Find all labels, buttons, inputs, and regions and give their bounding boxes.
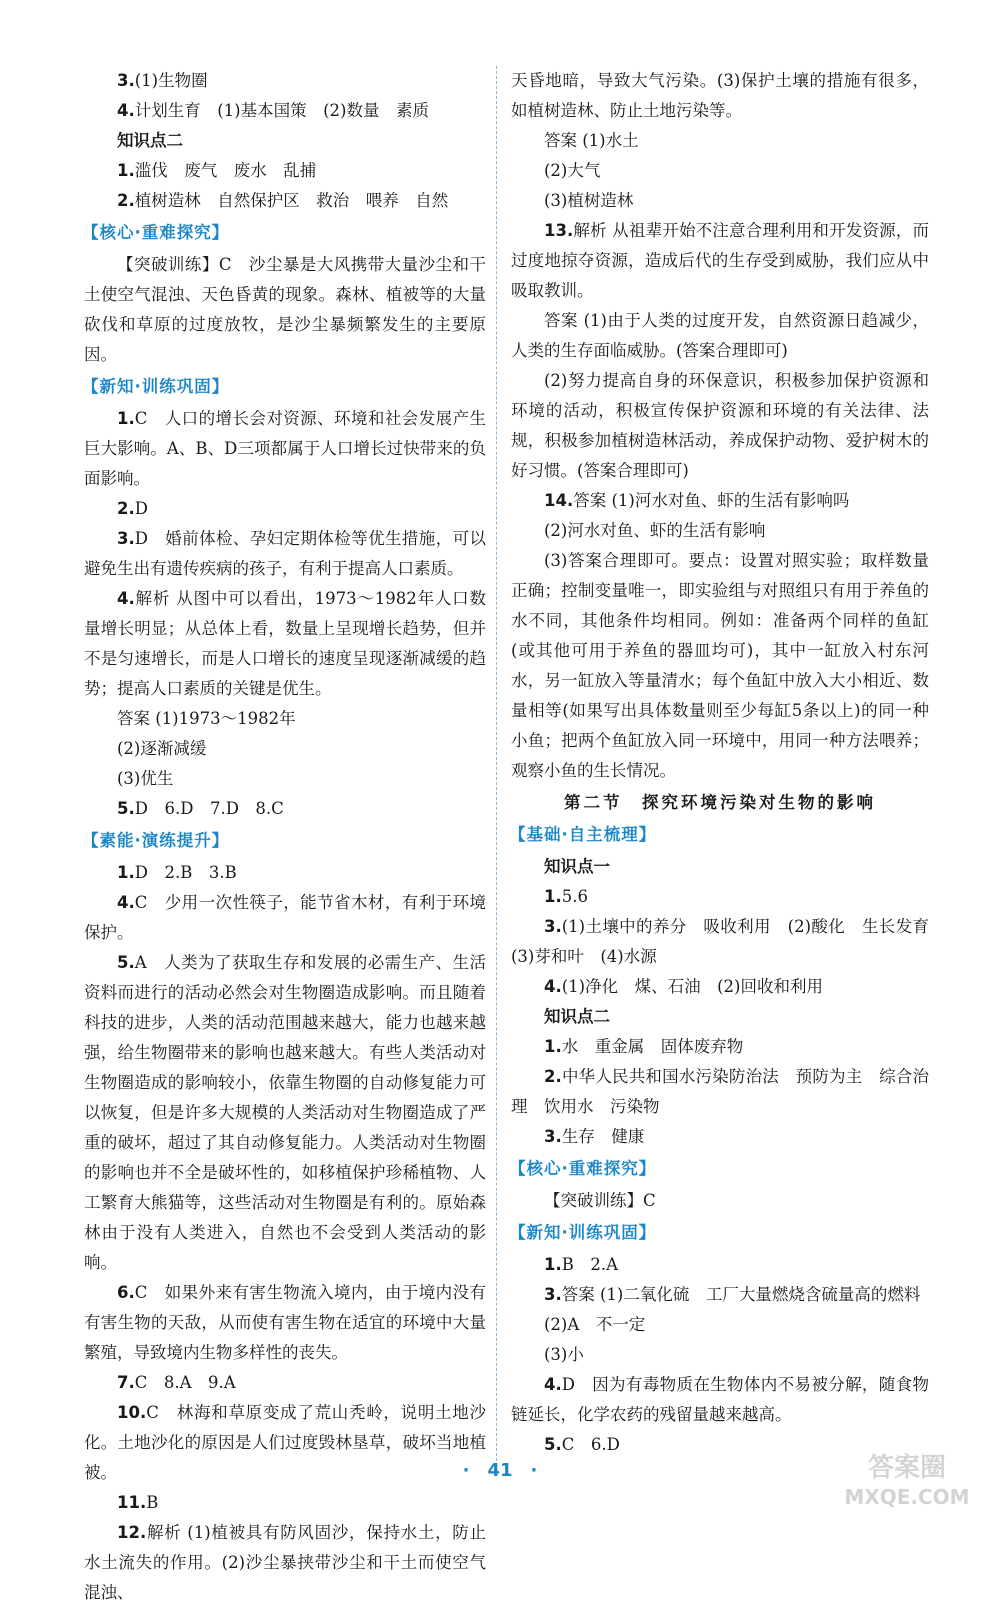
item-number: 2. <box>544 1067 562 1086</box>
answer-item <box>511 1280 929 1310</box>
answer-item <box>511 882 929 912</box>
answer-item <box>84 66 486 96</box>
item-text: 解析 从祖辈开始不注意合理利用和开发资源，而过度地掠夺资源，造成后代的生存受到威胁，我们应从中吸取教训。 <box>511 221 929 300</box>
item-number: 1. <box>544 1037 562 1056</box>
item-number: 10. <box>117 1403 147 1422</box>
item-text: 答案 (1)河水对鱼、虾的生活有影响吗 <box>573 491 850 510</box>
answer-item <box>84 156 486 186</box>
item-number: 3. <box>544 1285 562 1304</box>
item-number: 1. <box>544 887 562 906</box>
item-number: 4. <box>117 893 135 912</box>
answer-item <box>84 858 486 888</box>
answer-item <box>511 156 929 186</box>
answer-item <box>84 186 486 216</box>
answer-item <box>511 216 929 306</box>
item-number: 3. <box>117 71 135 90</box>
item-text: (3)植树造林 <box>544 191 634 210</box>
item-text: 答案 (1)二氧化硫 工厂大量燃烧含硫量高的燃料 <box>561 1285 921 1304</box>
item-text: C 少用一次性筷子，能节省木材，有利于环境保护。 <box>84 893 486 942</box>
item-text: 解析 (1)植被具有防风固沙，保持水土，防止水土流失的作用。(2)沙尘暴挟带沙尘和干土而使空气混浊、 <box>84 1523 486 1602</box>
item-number: 13. <box>544 221 574 240</box>
knowledge-point-title: 知识点二 <box>544 1007 610 1026</box>
right-column <box>509 66 946 1460</box>
left-column <box>84 66 486 1608</box>
item-text: 答案 (1)水土 <box>544 131 639 150</box>
item-text: B 2.A <box>561 1255 619 1274</box>
item-text: (2)河水对鱼、虾的生活有影响 <box>544 521 766 540</box>
answer-item <box>84 794 486 824</box>
answer-item <box>84 1518 486 1608</box>
answer-item <box>84 494 486 524</box>
item-text: D 6.D 7.D 8.C <box>134 799 284 818</box>
answer-item <box>84 404 486 494</box>
item-text: (2)大气 <box>544 161 601 180</box>
item-number: 4. <box>117 589 135 608</box>
answer-item <box>84 764 486 794</box>
answer-item <box>84 704 486 734</box>
column-divider <box>496 66 497 1466</box>
item-number: 4. <box>544 977 562 996</box>
answer-item <box>84 1368 486 1398</box>
item-text: A 人类为了获取生存和发展的必需生产、生活资料而进行的活动必然会对生物圈造成影响。而且随着科技的进步，人类的活动范围越来越大，能力也越来越强，给生物圈带来的影响也越来越大。有些人类活动对生物圈造成的影响较小，依靠生物圈的自动修复能力可以恢复，但是许多大规模的人类活动对生物圈造成了严重的破坏，超过了其自动修复能力。人类活动对生物圈的影响也并不全是破坏性的，如移植保护珍稀植物、人工繁育大熊猫等，这些活动对生物圈是有利的。原始森林由于没有人类进入，自然也不会受到人类活动的影响。 <box>84 953 486 1272</box>
answer-item <box>84 1488 486 1518</box>
item-text: 中华人民共和国水污染防治法 预防为主 综合治理 饮用水 污染物 <box>511 1067 929 1116</box>
answer-item <box>84 948 486 1278</box>
section-heading: 【基础·自主梳理】 <box>509 825 657 844</box>
item-number: 1. <box>117 409 135 428</box>
answer-item <box>511 1340 929 1370</box>
answer-item <box>84 734 486 764</box>
item-text: (1)生物圈 <box>134 71 208 90</box>
answer-continuation: 天昏地暗，导致大气污染。(3)保护土壤的措施有很多，如植树造林、防止土地污染等。 <box>511 71 929 120</box>
item-text: (3)小 <box>544 1345 584 1364</box>
section-heading: 【素能·演练提升】 <box>82 831 230 850</box>
item-text: D <box>134 499 148 518</box>
item-number: 3. <box>117 529 135 548</box>
answer-item <box>84 524 486 584</box>
item-number: 11. <box>117 1493 147 1512</box>
item-number: 6. <box>117 1283 135 1302</box>
item-text: D 因为有毒物质在生物体内不易被分解，随食物链延长，化学农药的残留量越来越高。 <box>511 1375 929 1424</box>
answer-item <box>511 1370 929 1430</box>
item-number: 12. <box>117 1523 147 1542</box>
answer-item <box>84 96 486 126</box>
answer-item <box>511 912 946 972</box>
item-text: 【突破训练】C 沙尘暴是大风携带大量沙尘和干土使空气混浊、天色昏黄的现象。森林、植被等的大量砍伐和草原的过度放牧，是沙尘暴频繁发生的主要原因。 <box>84 255 486 364</box>
item-number: 5. <box>117 953 135 972</box>
answer-item <box>511 1122 929 1152</box>
section-heading: 【核心·重难探究】 <box>82 223 230 242</box>
section-heading: 【核心·重难探究】 <box>509 1159 657 1178</box>
answer-item <box>511 1186 929 1216</box>
item-number: 5. <box>117 799 135 818</box>
answer-item <box>84 888 486 948</box>
item-number: 1. <box>117 863 135 882</box>
section-heading: 【新知·训练巩固】 <box>509 1223 657 1242</box>
item-text: C 8.A 9.A <box>134 1373 236 1392</box>
item-text: 植树造林 自然保护区 救治 喂养 自然 <box>134 191 449 210</box>
item-number: 2. <box>117 191 135 210</box>
item-number: 2. <box>117 499 135 518</box>
item-text: (2)努力提高自身的环保意识，积极参加保护资源和环境的活动，积极宣传保护资源和环境的有关法律、法规，积极参加植树造林活动，养成保护动物、爱护树木的好习惯。(答案合理即可) <box>511 371 929 480</box>
answer-item <box>511 306 929 366</box>
item-text: 答案 (1)1973～1982年 <box>117 709 296 728</box>
item-text: (1)土壤中的养分 吸收利用 (2)酸化 生长发育 (3)芽和叶 (4)水源 <box>511 917 946 966</box>
item-text: (3)答案合理即可。要点：设置对照实验；取样数量正确；控制变量唯一，即实验组与对照组只有用于养鱼的水不同，其他条件均相同。例如：准备两个同样的鱼缸(或其他可用于养鱼的器皿均可)，其中一缸放入村东河水，另一缸放入等量清水；每个鱼缸中放入大小相近、数量相等(如果写出具体数量则至少每缸5条以上)的同一种小鱼；把两个鱼缸放入同一环境中，用同一种方法喂养；观察小鱼的生长情况。 <box>511 551 929 780</box>
item-number: 4. <box>117 101 135 120</box>
chapter-section-title: 第二节 探究环境污染对生物的影响 <box>564 793 876 812</box>
item-number: 1. <box>544 1255 562 1274</box>
item-number: 7. <box>117 1373 135 1392</box>
item-text: 计划生育 (1)基本国策 (2)数量 素质 <box>134 101 429 120</box>
item-text: C 如果外来有害生物流入境内，由于境内没有有害生物的天敌，从而使有害生物在适宜的环境中大量繁殖，导致境内生物多样性的丧失。 <box>84 1283 486 1362</box>
item-text: C 人口的增长会对资源、环境和社会发展产生巨大影响。A、B、D三项都属于人口增长过快带来的负面影响。 <box>84 409 486 488</box>
answer-item <box>84 1278 486 1368</box>
knowledge-point-title: 知识点二 <box>117 131 183 150</box>
item-text: 答案 (1)由于人类的过度开发，自然资源日趋减少，人类的生存面临威胁。(答案合理即可) <box>511 311 929 360</box>
answer-item <box>511 1032 929 1062</box>
item-text: 5.6 <box>561 887 588 906</box>
item-text: (2)A 不一定 <box>544 1315 646 1334</box>
item-text: B <box>146 1493 159 1512</box>
item-number: 5. <box>544 1435 562 1454</box>
answer-item <box>511 516 929 546</box>
item-text: 水 重金属 固体废弃物 <box>561 1037 744 1056</box>
watermark-logo <box>832 1442 982 1514</box>
knowledge-point-title: 知识点一 <box>544 857 610 876</box>
answer-item <box>511 1062 929 1122</box>
answer-item <box>511 972 929 1002</box>
item-text: D 2.B 3.B <box>134 863 237 882</box>
section-heading: 【新知·训练巩固】 <box>82 377 230 396</box>
item-text: (3)优生 <box>117 769 174 788</box>
item-text: 解析 从图中可以看出，1973～1982年人口数量增长明显；从总体上看，数量上呈现增长趋势，但并不是匀速增长，而是人口增长的速度呈现逐渐减缓的趋势；提高人口素质的关键是优生。 <box>84 589 486 698</box>
item-text: (1)净化 煤、石油 (2)回收和利用 <box>561 977 823 996</box>
item-text: 【突破训练】C <box>544 1191 656 1210</box>
item-number: 1. <box>117 161 135 180</box>
svg-text:答案圈: 答案圈 <box>867 1453 947 1483</box>
item-number: 14. <box>544 491 574 510</box>
item-number: 3. <box>544 1127 562 1146</box>
item-text: D 婚前体检、孕妇定期体检等优生措施，可以避免生出有遗传疾病的孩子，有利于提高人口素质。 <box>84 529 486 578</box>
item-number: 3. <box>544 917 562 936</box>
item-text: 生存 健康 <box>561 1127 645 1146</box>
answer-item <box>84 584 486 704</box>
item-text: (2)逐渐减缓 <box>117 739 207 758</box>
item-text: C 6.D <box>561 1435 620 1454</box>
answer-item <box>511 1250 929 1280</box>
answer-item <box>84 250 486 370</box>
answer-item <box>511 546 929 786</box>
item-text: C 林海和草原变成了荒山秃岭，说明土地沙化。土地沙化的原因是人们过度毁林垦草，破坏当地植被。 <box>84 1403 486 1482</box>
answer-item <box>511 186 929 216</box>
answer-item <box>511 366 929 486</box>
item-number: 4. <box>544 1375 562 1394</box>
answer-item <box>511 1310 929 1340</box>
answer-item <box>511 126 929 156</box>
page-number: · 41 · <box>462 1460 538 1481</box>
answer-item <box>511 486 929 516</box>
svg-text:MXQE.COM: MXQE.COM <box>844 1485 970 1509</box>
item-text: 滥伐 废气 废水 乱捕 <box>134 161 317 180</box>
